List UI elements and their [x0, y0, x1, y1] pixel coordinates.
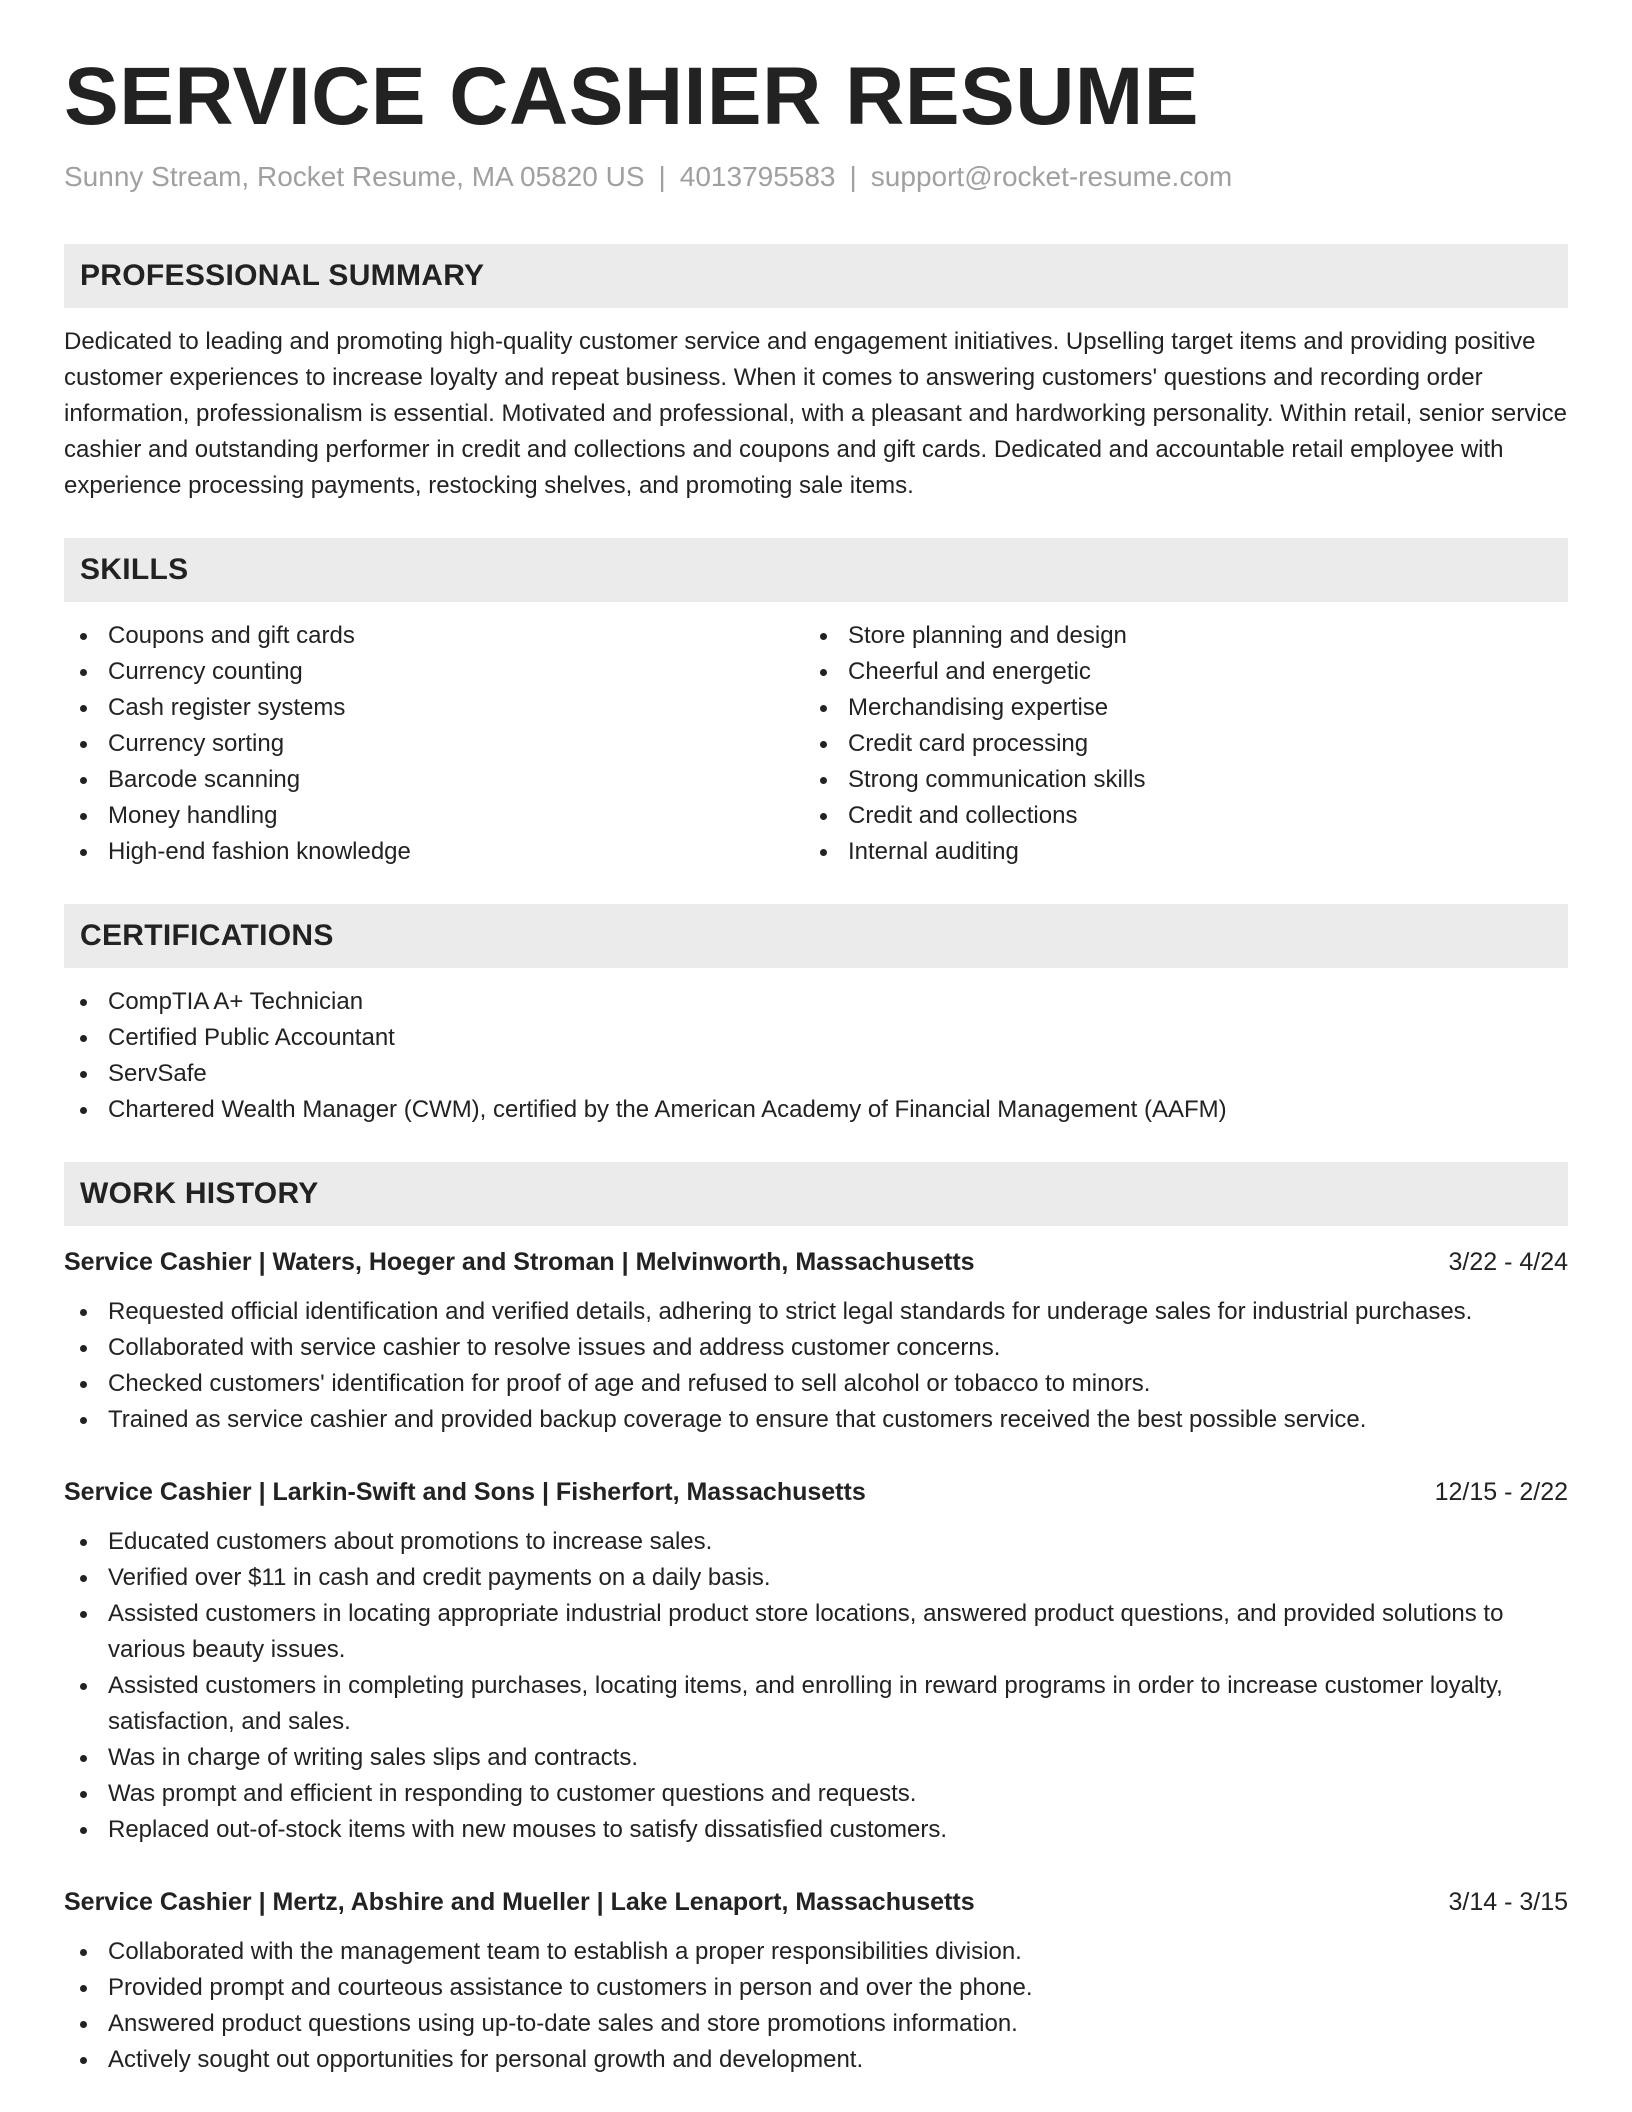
contact-separator: | — [849, 161, 857, 193]
skill-item: Currency counting — [64, 654, 804, 690]
certification-item: Certified Public Accountant — [64, 1020, 1568, 1056]
job-bullet: Was in charge of writing sales slips and contracts. — [64, 1740, 1568, 1776]
contact-separator: | — [658, 161, 666, 193]
skill-item: Money handling — [64, 798, 804, 834]
skill-item: Coupons and gift cards — [64, 618, 804, 654]
job-title: Service Cashier | Mertz, Abshire and Mueller | Lake Lenaport, Massachusetts — [64, 1887, 975, 1916]
job-header — [64, 1884, 1568, 1920]
certifications-heading: CERTIFICATIONS — [64, 904, 1568, 968]
contact-email: support@rocket-resume.com — [870, 161, 1233, 193]
job-bullets — [64, 1934, 1568, 2078]
certification-item: ServSafe — [64, 1056, 1568, 1092]
job-bullet: Verified over $11 in cash and credit payments on a daily basis. — [64, 1560, 1568, 1596]
resume-title: SERVICE CASHIER RESUME — [64, 51, 1199, 142]
skill-item: High-end fashion knowledge — [64, 834, 804, 870]
job-header — [64, 1474, 1568, 1510]
job-entry — [64, 1474, 1568, 1848]
job-bullet: Actively sought out opportunities for personal growth and development. — [64, 2042, 1568, 2078]
job-dates: 12/15 - 2/22 — [1434, 1477, 1568, 1506]
skill-item: Credit and collections — [804, 798, 1544, 834]
contact-line — [64, 160, 1568, 194]
job-bullet: Collaborated with service cashier to resolve issues and address customer concerns. — [64, 1330, 1568, 1366]
job-dates: 3/22 - 4/24 — [1448, 1247, 1568, 1276]
job-title: Service Cashier | Larkin-Swift and Sons | Fisherfort, Massachusetts — [64, 1477, 866, 1506]
skill-item: Cash register systems — [64, 690, 804, 726]
contact-address: Sunny Stream, Rocket Resume, MA 05820 US — [64, 161, 645, 193]
job-bullet: Educated customers about promotions to increase sales. — [64, 1524, 1568, 1560]
skill-item: Store planning and design — [804, 618, 1544, 654]
skills-column-left — [64, 618, 804, 870]
certification-item: CompTIA A+ Technician — [64, 984, 1568, 1020]
job-bullet: Collaborated with the management team to establish a proper responsibilities division. — [64, 1934, 1568, 1970]
skills-grid — [64, 618, 1568, 870]
job-bullets — [64, 1524, 1568, 1848]
skill-item: Internal auditing — [804, 834, 1544, 870]
skills-column-right — [804, 618, 1544, 870]
job-dates: 3/14 - 3/15 — [1448, 1887, 1568, 1916]
skill-item: Credit card processing — [804, 726, 1544, 762]
contact-phone: 4013795583 — [679, 161, 836, 193]
job-bullet: Checked customers' identification for proof of age and refused to sell alcohol or tobacco to minors. — [64, 1366, 1568, 1402]
skill-item: Cheerful and energetic — [804, 654, 1544, 690]
certification-item: Chartered Wealth Manager (CWM), certified by the American Academy of Financial Management (AAFM) — [64, 1092, 1568, 1128]
job-bullet: Was prompt and efficient in responding to customer questions and requests. — [64, 1776, 1568, 1812]
job-entry — [64, 1244, 1568, 1438]
summary-heading: PROFESSIONAL SUMMARY — [64, 244, 1568, 308]
skills-heading: SKILLS — [64, 538, 1568, 602]
certifications-list — [64, 984, 1568, 1128]
skill-item: Strong communication skills — [804, 762, 1544, 798]
job-bullet: Answered product questions using up-to-date sales and store promotions information. — [64, 2006, 1568, 2042]
job-bullet: Assisted customers in locating appropriate industrial product store locations, answered product questions, and provided solutions to various beauty issues. — [64, 1596, 1568, 1668]
summary-text: Dedicated to leading and promoting high-quality customer service and engagement initiatives. Upselling target items and providing positive customer experiences to increase loyalty and repeat business. When it comes to answering customers' questions and recording order information, professionalism is essential. Motivated and professional, with a pleasant and hardworking personality. Within retail, senior service cashier and outstanding performer in credit and collections and coupons and gift cards. Dedicated and accountable retail employee with experience processing payments, restocking shelves, and promoting sale items. — [64, 327, 1567, 499]
job-bullet: Replaced out-of-stock items with new mouses to satisfy dissatisfied customers. — [64, 1812, 1568, 1848]
job-bullet: Requested official identification and verified details, adhering to strict legal standards for underage sales for industrial purchases. — [64, 1294, 1568, 1330]
job-title: Service Cashier | Waters, Hoeger and Stroman | Melvinworth, Massachusetts — [64, 1247, 975, 1276]
job-bullet: Trained as service cashier and provided backup coverage to ensure that customers received the best possible service. — [64, 1402, 1568, 1438]
skill-item: Currency sorting — [64, 726, 804, 762]
job-entry — [64, 1884, 1568, 2078]
skill-item: Barcode scanning — [64, 762, 804, 798]
work-history-heading: WORK HISTORY — [64, 1162, 1568, 1226]
job-bullet: Provided prompt and courteous assistance to customers in person and over the phone. — [64, 1970, 1568, 2006]
job-bullets — [64, 1294, 1568, 1438]
skill-item: Merchandising expertise — [804, 690, 1544, 726]
job-bullet: Assisted customers in completing purchases, locating items, and enrolling in reward programs in order to increase customer loyalty, satisfaction, and sales. — [64, 1668, 1568, 1740]
job-header — [64, 1244, 1568, 1280]
